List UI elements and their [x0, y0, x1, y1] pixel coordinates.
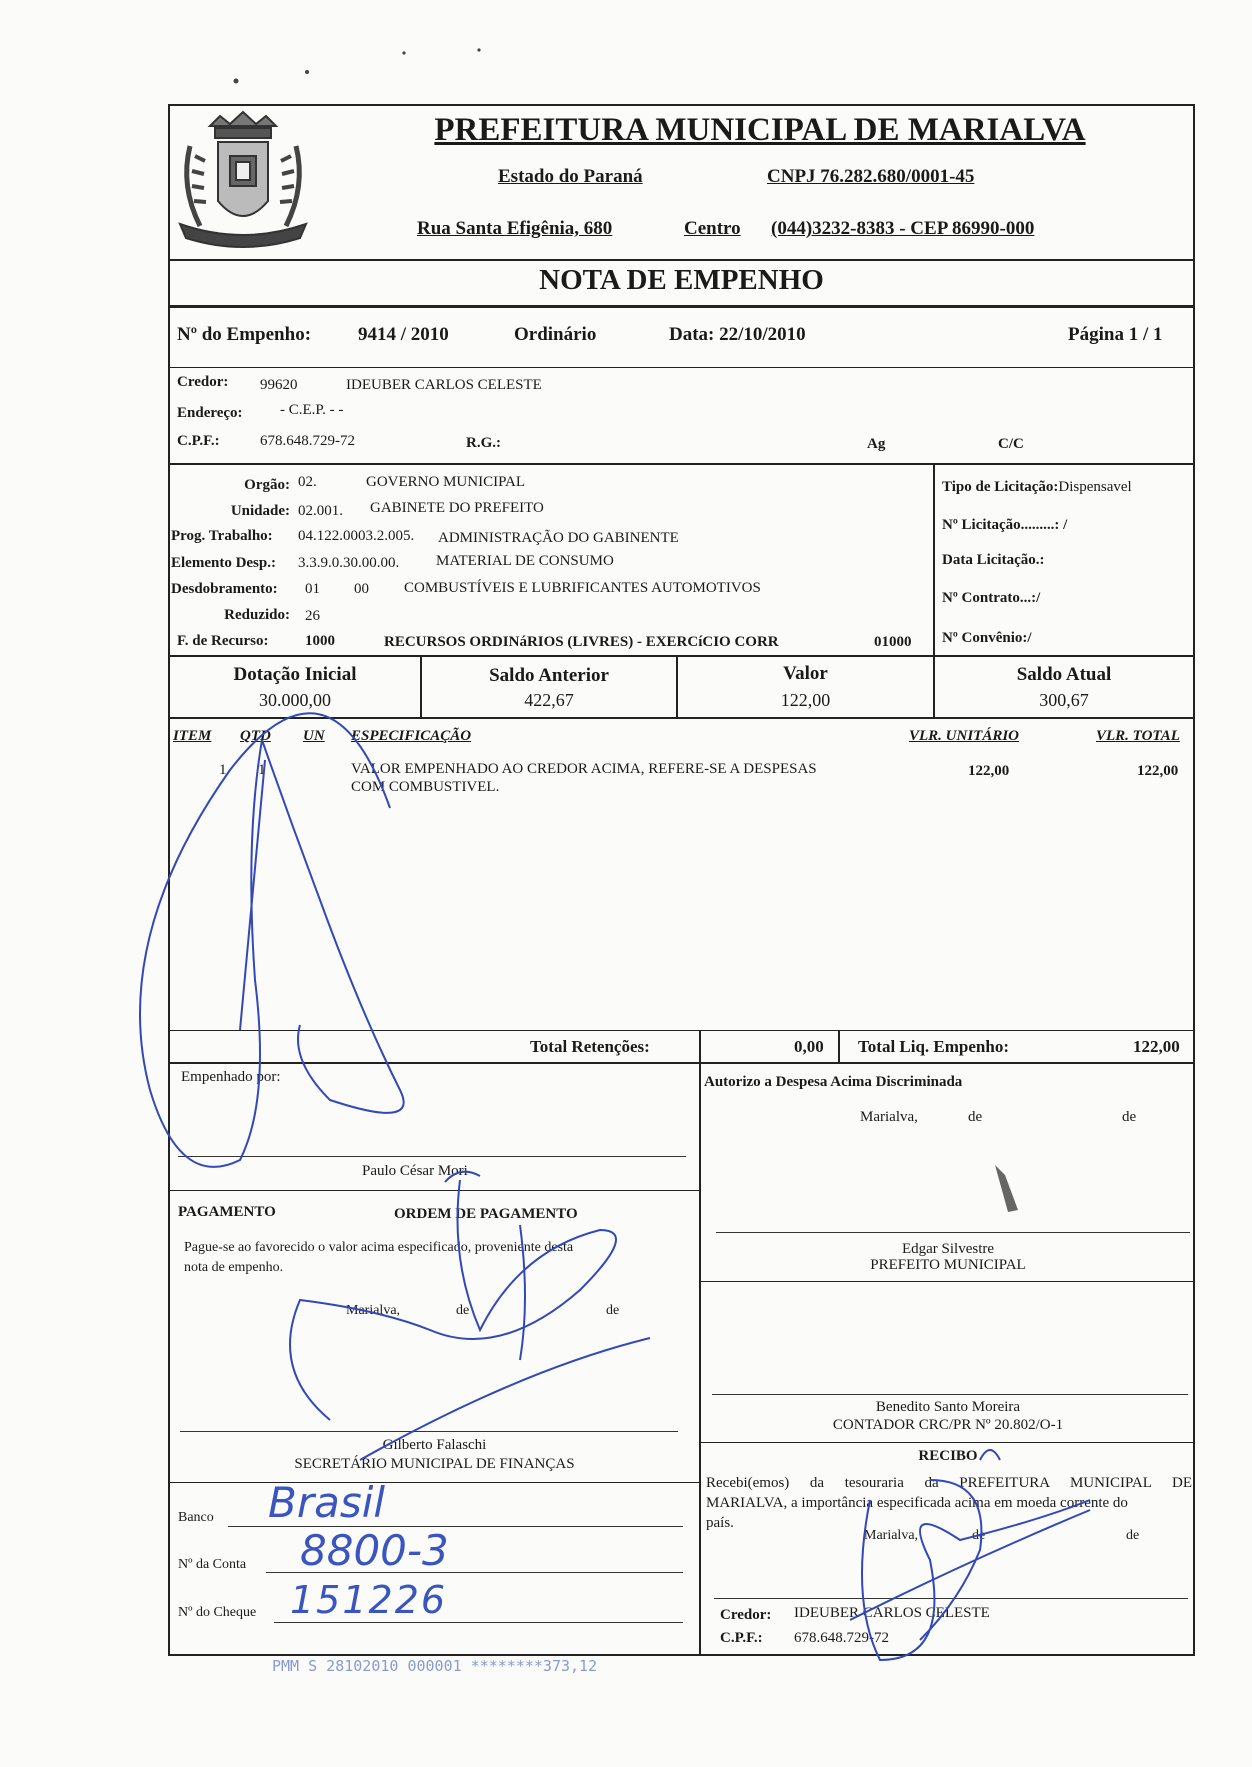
retencoes-value: 0,00 [794, 1037, 824, 1056]
conta-value: 8800-3 [300, 1526, 449, 1575]
header-title: PREFEITURA MUNICIPAL DE MARIALVA [434, 112, 1086, 148]
pagamento-cidade: Marialva, [346, 1303, 401, 1318]
empenho-tipo: Ordinário [514, 324, 597, 345]
doc-title: NOTA DE EMPENHO [539, 264, 824, 296]
liq-label: Total Liq. Empenho: [858, 1037, 1009, 1056]
pagamento-label: PAGAMENTO [178, 1204, 276, 1220]
empenho-pagina: Página 1 / 1 [1068, 324, 1163, 345]
col-unit: VLR. UNITÁRIO [909, 728, 1020, 744]
desd-label: Desdobramento: [171, 581, 278, 597]
retencoes-label: Total Retenções: [530, 1037, 650, 1056]
cheque-label: Nº do Cheque [178, 1605, 257, 1620]
ordem-pagamento-label: ORDEM DE PAGAMENTO [394, 1206, 578, 1222]
dotacao-inicial-label: Dotação Inicial [233, 664, 357, 685]
autorizo-nome: Edgar Silvestre [901, 1241, 995, 1257]
col-item: ITEM [173, 728, 212, 744]
orgao-cod: 02. [298, 474, 317, 490]
contador-cargo: CONTADOR CRC/PR Nº 20.802/O-1 [832, 1417, 1064, 1433]
tipo-licitacao: Tipo de Licitação:Dispensavel [942, 479, 1132, 495]
dotacao-inicial-value: 30.000,00 [259, 690, 331, 710]
recurso-label: F. de Recurso: [177, 633, 269, 649]
valor-value: 122,00 [780, 690, 831, 710]
prog-cod: 04.122.0003.2.005. [298, 528, 415, 544]
autorizo-de1: de [968, 1109, 983, 1125]
table-row-item: 1 [219, 762, 227, 778]
ag-label: Ag [867, 436, 886, 452]
data-licitacao: Data Licitação.: [942, 552, 1045, 568]
autorizo-label: Autorizo a Despesa Acima Discriminada [704, 1074, 963, 1090]
recibo-texto-2: MARIALVA, a importância especificada acima em moeda corrente do [706, 1495, 1128, 1511]
recibo-texto-1: Recebi(emos) da tesouraria da PREFEITURA MUNICIPAL DE [706, 1475, 1192, 1491]
liq-value: 122,00 [1133, 1037, 1180, 1056]
autorizo-cargo: PREFEITO MUNICIPAL [870, 1257, 1026, 1273]
credor-nome: IDEUBER CARLOS CELESTE [346, 377, 542, 393]
header-endereco: Rua Santa Efigênia, 680 [417, 218, 613, 239]
col-total: VLR. TOTAL [1096, 728, 1180, 744]
table-row-total: 122,00 [1137, 763, 1179, 779]
pagamento-nome: Gilberto Falaschi [382, 1437, 487, 1453]
orgao-desc: GOVERNO MUNICIPAL [366, 474, 526, 490]
credor-label: Credor: [177, 374, 229, 390]
saldo-anterior-value: 422,67 [524, 690, 574, 710]
cheque-value: 151226 [290, 1578, 448, 1622]
recurso-cod2: 01000 [874, 634, 912, 650]
endereco-label: Endereço: [177, 405, 243, 421]
header-telefone-cep: (044)3232-8383 - CEP 86990-000 [771, 218, 1035, 239]
contador-nome: Benedito Santo Moreira [875, 1399, 1021, 1415]
valor-label: Valor [783, 663, 828, 684]
reduzido-value: 26 [305, 608, 320, 624]
desd-cod2: 00 [354, 581, 369, 597]
autorizo-cidade: Marialva, [860, 1109, 918, 1125]
reduzido-label: Reduzido: [224, 607, 290, 623]
pagamento-de2: de [606, 1303, 620, 1318]
orgao-label: Orgão: [244, 477, 290, 493]
empenhado-nome: Paulo César Mori [362, 1163, 468, 1179]
cpf-value: 678.648.729-72 [260, 433, 355, 449]
table-row-espec-1: VALOR EMPENHADO AO CREDOR ACIMA, REFERE-SE A DESPESAS [351, 761, 817, 777]
table-row-unit: 122,00 [968, 763, 1010, 779]
elem-cod: 3.3.9.0.30.00.00. [298, 555, 400, 571]
recibo-credor-nome: IDEUBER CARLOS CELESTE [794, 1605, 990, 1621]
unidade-label: Unidade: [230, 503, 290, 519]
col-un: UN [303, 728, 325, 744]
rg-label: R.G.: [466, 435, 501, 451]
autorizo-de2: de [1122, 1109, 1137, 1125]
table-row-espec-2: COM COMBUSTIVEL. [351, 779, 500, 795]
recibo-texto-3: país. [706, 1515, 734, 1531]
recurso-cod: 1000 [305, 633, 335, 649]
coat-of-arms-seal [170, 106, 316, 256]
header-cnpj: CNPJ 76.282.680/0001-45 [767, 166, 975, 187]
prog-desc: ADMINISTRAÇÃO DO GABINENTE [438, 530, 679, 546]
cc-label: C/C [998, 436, 1024, 452]
endereco-value: - C.E.P. - - [280, 402, 344, 418]
num-convenio: Nº Convênio:/ [942, 630, 1032, 646]
credor-codigo: 99620 [260, 377, 298, 393]
pagamento-texto-2: nota de empenho. [184, 1260, 284, 1275]
recibo-cpf: 678.648.729-72 [794, 1630, 889, 1646]
num-licitacao: Nº Licitação.........: / [942, 517, 1068, 533]
recibo-de2: de [1126, 1528, 1140, 1543]
empenho-label: Nº do Empenho: [177, 324, 312, 345]
recibo-label: RECIBO [918, 1448, 978, 1464]
elem-desc: MATERIAL DE CONSUMO [436, 553, 614, 569]
pagamento-de1: de [456, 1303, 470, 1318]
desd-desc: COMBUSTÍVEIS E LUBRIFICANTES AUTOMOTIVOS [404, 580, 761, 596]
saldo-atual-label: Saldo Atual [1016, 664, 1112, 685]
recibo-cpf-label: C.P.F.: [720, 1630, 763, 1646]
banco-label: Banco [178, 1510, 214, 1525]
cpf-label: C.P.F.: [177, 433, 220, 449]
recibo-de1: de [972, 1528, 986, 1543]
banco-value: Brasil [268, 1478, 386, 1527]
saldo-atual-value: 300,67 [1039, 690, 1089, 710]
num-contrato: Nº Contrato...:/ [942, 590, 1041, 606]
conta-label: Nº da Conta [178, 1557, 247, 1572]
header-estado: Estado do Paraná [498, 166, 643, 187]
empenho-numero: 9414 / 2010 [358, 324, 449, 345]
header-centro: Centro [684, 218, 741, 239]
autenticacao-mecanica: PMM S 28102010 000001 ********373,12 [272, 1657, 598, 1675]
recibo-cidade: Marialva, [864, 1528, 919, 1543]
col-espec: ESPECIFICAÇÃO [351, 728, 472, 744]
recibo-credor-label: Credor: [720, 1607, 772, 1623]
pagamento-texto-1: Pague-se ao favorecido o valor acima especificado, proveniente desta [184, 1240, 574, 1255]
desd-cod1: 01 [305, 581, 320, 597]
elem-label: Elemento Desp.: [171, 555, 276, 571]
recurso-desc: RECURSOS ORDINáRIOS (LIVRES) - EXERCíCIO CORR [384, 634, 779, 650]
prog-label: Prog. Trabalho: [171, 528, 273, 544]
saldo-anterior-label: Saldo Anterior [489, 665, 609, 686]
unidade-cod: 02.001. [298, 503, 343, 519]
empenhado-label: Empenhado por: [181, 1069, 281, 1085]
col-qtd: QTD [240, 728, 271, 744]
table-row-qtd: 1 [258, 762, 266, 778]
pagamento-cargo: SECRETÁRIO MUNICIPAL DE FINANÇAS [294, 1456, 575, 1472]
empenho-data: Data: 22/10/2010 [669, 324, 806, 345]
unidade-desc: GABINETE DO PREFEITO [370, 500, 544, 516]
